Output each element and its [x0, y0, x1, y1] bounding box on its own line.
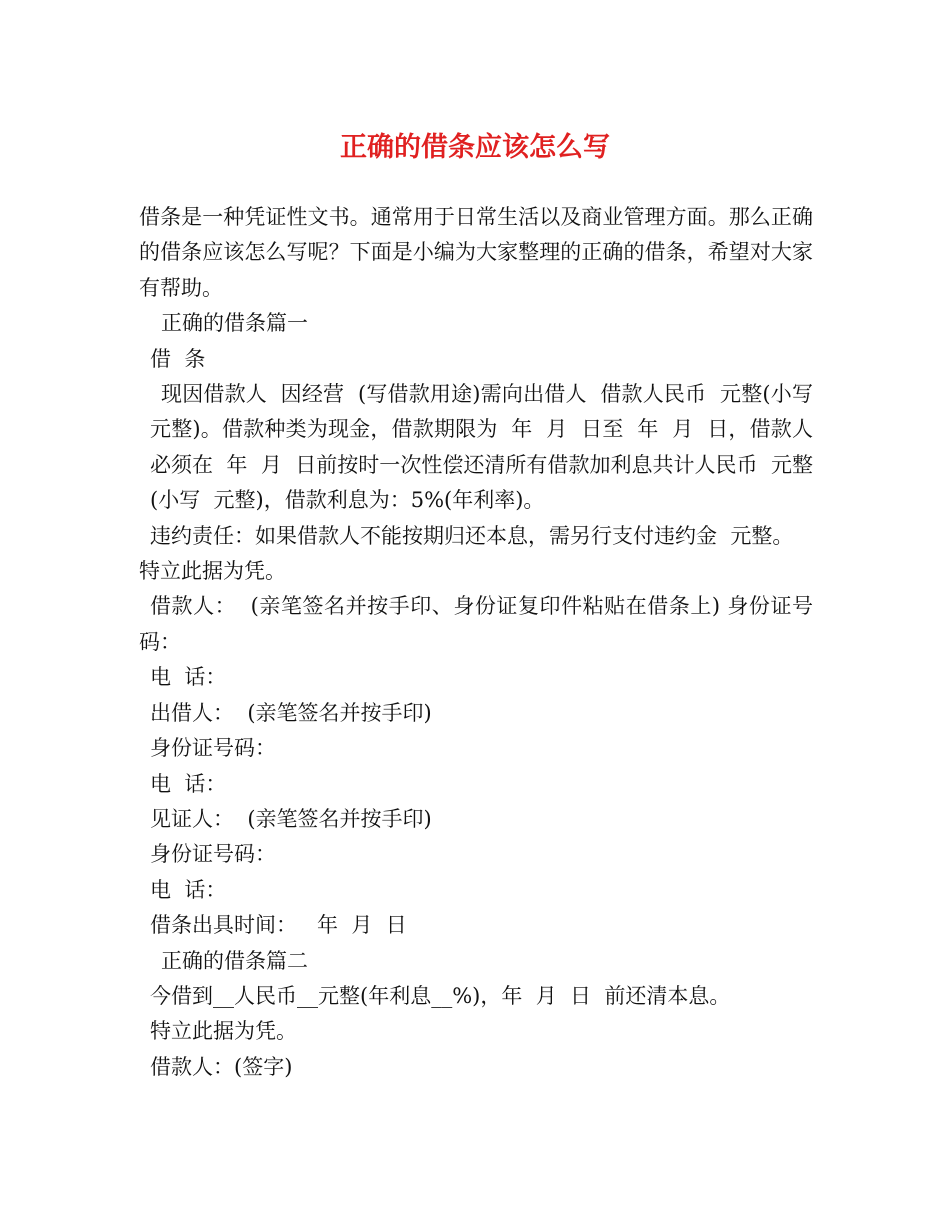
document-title: 正确的借条应该怎么写	[340, 132, 610, 163]
section2-heading: 正确的借条篇二	[161, 948, 308, 973]
section1-borrower-line: 借款人： (亲笔签名并按手印、身份证复印件粘贴在借条上) 身份证号码：	[139, 594, 813, 654]
section1-witness-line: 见证人： (亲笔签名并按手印)	[150, 806, 432, 831]
section1-heading: 正确的借条篇一	[161, 311, 308, 336]
section1-phone-1: 电 话：	[150, 665, 227, 690]
section2-loan-line: 今借到__人民币__元整(年利息__%)，年 月 日 前还清本息。	[150, 983, 731, 1008]
intro-paragraph: 借条是一种凭证性文书。通常用于日常生活以及商业管理方面。那么正确的借条应该怎么写呢？下面是小编为大家整理的正确的借条，希望对大家有帮助。	[139, 205, 813, 300]
section1-label: 借 条	[150, 346, 206, 371]
section1-phone-3: 电 话：	[150, 877, 227, 902]
section1-penalty: 违约责任：如果借款人不能按期归还本息，需另行支付违约金 元整。特立此据为凭。	[139, 523, 794, 584]
section2-certification: 特立此据为凭。	[150, 1019, 297, 1044]
section2-borrower-line: 借款人：(签字)	[150, 1054, 293, 1079]
section1-phone-2: 电 话：	[150, 771, 227, 796]
section1-date-line: 借条出具时间： 年 月 日	[150, 913, 407, 938]
section1-id-3: 身份证号码：	[150, 842, 276, 867]
section1-id-2: 身份证号码：	[150, 736, 276, 761]
section1-lender-line: 出借人： (亲笔签名并按手印)	[150, 700, 432, 725]
document-body	[139, 200, 827, 1085]
section1-loan-terms: 现因借款人 因经营 (写借款用途)需向出借人 借款人民币 元整(小写 元整)。借款种类为现金，借款期限为 年 月 日至 年 月 日，借款人必须在 年 月 日前按时一次性偿还清所有借款加利息共计人民币 元整(小写 元整)，借款利息为：5%(年利率)。	[150, 382, 827, 513]
